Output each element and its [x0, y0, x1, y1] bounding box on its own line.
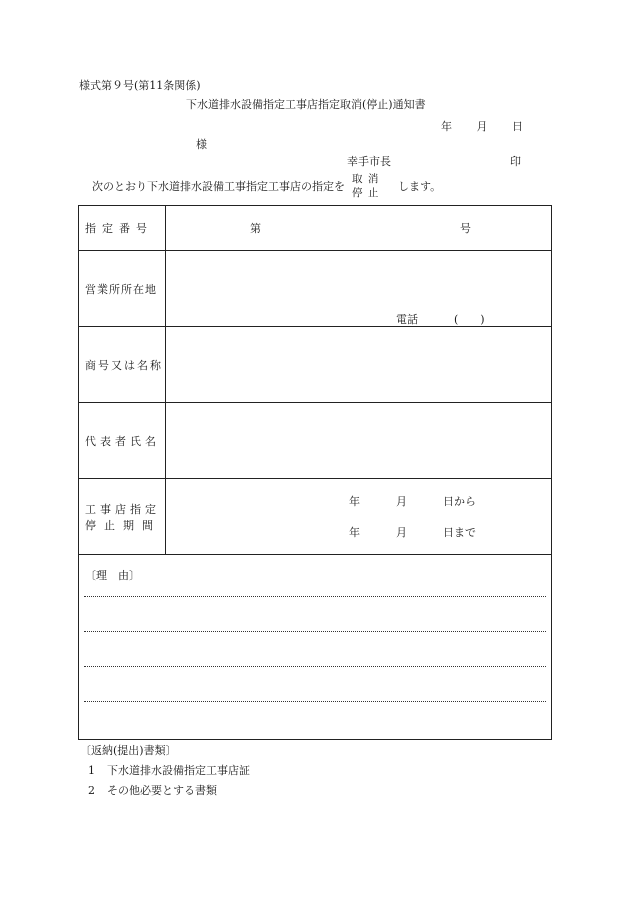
from-year: 年	[349, 495, 360, 508]
returns-item-number: 2	[88, 784, 95, 797]
designation-number-suffix: 号	[460, 222, 471, 235]
designation-number-label: 指定番号	[85, 222, 153, 235]
designation-number-prefix: 第	[250, 222, 261, 235]
statement-options	[352, 173, 380, 199]
date-month: 月	[476, 120, 488, 133]
reason-line	[84, 631, 546, 632]
row-divider	[79, 402, 551, 403]
statement-ending: します。	[398, 180, 442, 193]
to-year: 年	[349, 526, 360, 539]
office-address-label: 営業所所在地	[85, 283, 157, 296]
reason-line	[84, 701, 546, 702]
suspension-label-line2: 停止期間	[85, 519, 161, 532]
phone-label: 電話	[396, 313, 418, 326]
form-table	[78, 205, 552, 740]
representative-label: 代表者氏名	[85, 435, 160, 448]
document-title: 下水道排水設備指定工事店指定取消(停止)通知書	[186, 98, 426, 111]
to-month: 月	[396, 526, 407, 539]
trade-name-label: 商号又は名称	[85, 359, 163, 372]
option-cancel: 取 消	[352, 173, 380, 185]
date-line	[441, 121, 523, 132]
option-suspend: 停 止	[352, 186, 380, 199]
reason-line	[84, 596, 546, 597]
returns-heading: 〔返納(提出)書類〕	[80, 744, 177, 757]
reason-line	[84, 666, 546, 667]
date-day: 日	[512, 120, 523, 133]
row-divider	[79, 478, 551, 479]
returns-item-text: その他必要とする書類	[107, 784, 217, 797]
issuer-name: 幸手市長	[347, 155, 391, 168]
row-divider	[79, 250, 551, 251]
returns-item-number: 1	[88, 764, 95, 777]
returns-item	[88, 785, 217, 796]
statement-text: 次のとおり下水道排水設備工事指定工事店の指定を	[92, 180, 345, 193]
from-day: 日から	[443, 495, 476, 508]
suspension-label-line1: 工事店指定	[85, 503, 160, 516]
to-day: 日まで	[443, 526, 476, 539]
form-number: 様式第９号(第11条関係)	[79, 79, 201, 92]
returns-item	[88, 765, 250, 776]
phone-parens: ( )	[454, 313, 485, 326]
row-divider	[79, 554, 551, 555]
from-month: 月	[396, 495, 407, 508]
column-divider	[165, 206, 166, 554]
row-divider	[79, 326, 551, 327]
returns-item-text: 下水道排水設備指定工事店証	[107, 764, 250, 777]
reason-label: 〔理 由〕	[85, 569, 140, 582]
date-year: 年	[441, 120, 452, 133]
seal-mark: 印	[510, 155, 521, 168]
addressee-suffix: 様	[196, 138, 207, 151]
